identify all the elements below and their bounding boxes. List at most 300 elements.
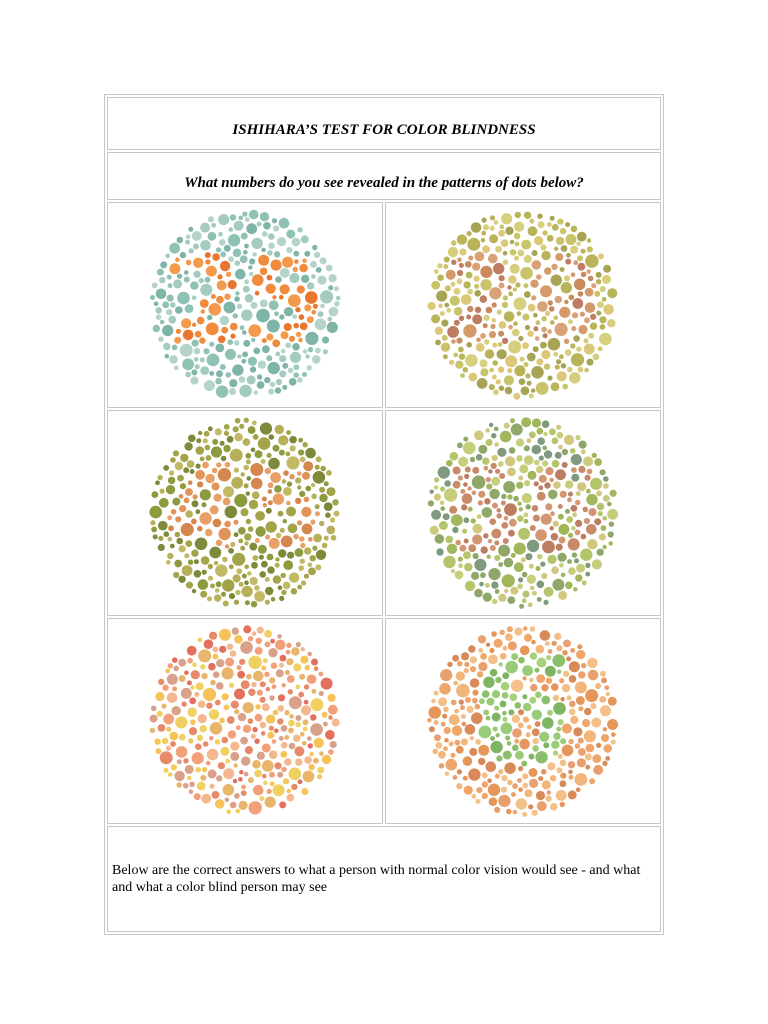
plate-dot <box>215 564 227 576</box>
plate-dot <box>467 238 480 251</box>
plate-dot <box>483 224 489 230</box>
plate-dot <box>194 357 199 362</box>
plate-dot <box>457 278 463 284</box>
plate-dot <box>254 770 262 778</box>
plate-dot <box>496 379 501 384</box>
plate-dot <box>155 692 164 701</box>
plate-number-dot <box>492 503 498 509</box>
plate-dot <box>291 784 297 790</box>
plate-dot <box>227 436 234 443</box>
plate-dot <box>490 226 495 231</box>
plate-dot <box>569 701 576 708</box>
plate-number-dot <box>571 467 577 473</box>
plate-dot <box>498 461 504 467</box>
plate-dot <box>264 672 269 677</box>
plate-dot <box>492 343 497 348</box>
plate-number-dot <box>478 491 485 498</box>
plate-dot <box>592 559 602 569</box>
plate-dot <box>544 450 552 458</box>
plate-dot <box>246 519 251 524</box>
plate-dot <box>580 549 592 561</box>
plate-dot <box>476 454 483 461</box>
plate-dot <box>558 591 567 600</box>
plate-dot <box>151 706 157 712</box>
plate-number-dot <box>311 310 316 315</box>
plate-dot <box>452 527 458 533</box>
plate-number-dot <box>209 303 222 316</box>
plate-dot <box>537 437 545 445</box>
plate-dot <box>243 250 248 255</box>
plate-dot <box>443 513 450 520</box>
plate-dot <box>469 748 477 756</box>
plate-dot <box>504 311 515 322</box>
plate-dot <box>471 222 482 233</box>
plate-dot <box>549 428 556 435</box>
plate-dot <box>156 314 162 320</box>
plate-dot <box>261 459 266 464</box>
plate-dot <box>550 803 558 811</box>
plate-dot <box>203 438 208 443</box>
plate-dot <box>175 532 181 538</box>
plate-dot <box>531 366 544 379</box>
plate-dot <box>536 320 541 325</box>
plate-dot <box>162 704 167 709</box>
plate-dot <box>515 242 520 247</box>
plate-number-dot <box>550 478 554 482</box>
plate-dot <box>547 790 551 794</box>
plate-number-dot <box>297 285 305 293</box>
plate-dot <box>491 631 497 637</box>
plate-number-dot <box>541 327 547 333</box>
plate-dot <box>311 689 316 694</box>
plate-number-dot <box>575 530 581 536</box>
plate-number-dot <box>504 516 509 521</box>
plate-dot <box>456 783 462 789</box>
plate-number-dot <box>201 309 206 314</box>
plate-dot <box>266 714 275 723</box>
plate-dot <box>433 749 439 755</box>
plate-dot <box>305 332 318 345</box>
plate-dot <box>541 573 547 579</box>
plate-dot <box>159 277 165 283</box>
plate-number-dot <box>216 296 224 304</box>
plate-dot <box>255 647 263 655</box>
plate-dot <box>224 302 236 314</box>
plate-dot <box>454 288 461 295</box>
plate-dot <box>240 737 248 745</box>
plate-dot <box>275 352 280 357</box>
plate-dot <box>299 491 305 497</box>
plate-dot <box>150 715 158 723</box>
plate-number-dot <box>217 280 227 290</box>
plate-dot <box>232 364 243 375</box>
plate-dot <box>202 570 207 575</box>
plate-dot <box>522 493 532 503</box>
plate-dot <box>253 348 260 355</box>
plate-dot <box>458 563 463 568</box>
plate-number-dot <box>538 485 543 490</box>
plate-dot <box>566 253 571 258</box>
plate-dot <box>200 489 211 500</box>
plate-dot <box>289 378 297 386</box>
plate-number-dot <box>230 323 238 331</box>
plate-number-dot <box>530 525 536 531</box>
plate-number-dot <box>199 512 211 524</box>
plate-number-dot <box>582 507 588 513</box>
plate-dot <box>320 257 327 264</box>
plate-dot <box>506 809 512 815</box>
plate-dot <box>503 481 515 493</box>
plate-dot <box>276 533 281 538</box>
plate-dot <box>518 766 523 771</box>
plate-number-dot <box>218 468 231 481</box>
plate-number-dot <box>479 698 485 704</box>
plate-dot <box>463 437 468 442</box>
plate-dot <box>285 342 291 348</box>
plate-dot <box>228 730 236 738</box>
plate-dot <box>308 562 313 567</box>
plate-dot <box>191 549 198 556</box>
plate-dot <box>489 489 499 499</box>
plate-dot <box>282 479 287 484</box>
plate-dot <box>252 727 257 732</box>
plate-dot <box>528 226 538 236</box>
plate-dot <box>260 423 272 435</box>
plate-dot <box>257 374 262 379</box>
plate-dot <box>557 371 567 381</box>
plate-number-dot <box>293 323 299 329</box>
plate-dot <box>597 301 604 308</box>
plate-dot <box>282 683 286 687</box>
plate-number-dot <box>508 325 513 330</box>
plate-dot <box>466 272 473 279</box>
plate-number-dot <box>465 467 471 473</box>
plate-dot <box>505 387 513 395</box>
plate-dot <box>508 341 521 354</box>
ishihara-plate-1 <box>145 205 345 405</box>
plate-dot <box>319 691 324 696</box>
plate-dot <box>547 376 552 381</box>
plate-number-dot <box>224 521 231 528</box>
plate-number-dot <box>537 301 548 312</box>
plate-dot <box>284 735 289 740</box>
plate-number-dot <box>542 541 555 554</box>
plate-dot <box>558 553 567 562</box>
plate-dot <box>514 256 519 261</box>
plate-dot <box>207 315 212 320</box>
plate-dot <box>265 577 270 582</box>
plate-dot <box>559 563 564 568</box>
plate-dot <box>167 295 174 302</box>
plate-dot <box>283 487 292 496</box>
plate-dot <box>236 568 242 574</box>
plate-dot <box>198 649 211 662</box>
plate-number-dot <box>468 544 476 552</box>
plate-dot <box>193 244 199 250</box>
plate-dot <box>262 703 270 711</box>
plate-dot <box>463 756 473 766</box>
plate-dot <box>457 769 462 774</box>
plate-number-dot <box>551 533 559 541</box>
ishihara-plate-6 <box>423 621 623 821</box>
plate-dot <box>536 382 549 395</box>
plate-number-dot <box>501 501 506 506</box>
plate-dot <box>289 572 299 582</box>
plate-dot <box>441 320 448 327</box>
plate-dot <box>535 645 544 654</box>
plate-dot <box>305 665 310 670</box>
plate-dot <box>252 631 257 636</box>
plate-dot <box>208 576 213 581</box>
plate-number-dot <box>584 518 590 524</box>
plate-dot <box>286 456 299 469</box>
plate-dot <box>257 627 264 634</box>
plate-dot <box>225 658 234 667</box>
plate-dot <box>304 684 309 689</box>
plate-dot <box>489 648 494 653</box>
plate-dot <box>442 335 448 341</box>
plate-dot <box>465 581 475 591</box>
plate-dot <box>324 481 329 486</box>
plate-dot <box>562 723 572 733</box>
plate-dot <box>325 512 331 518</box>
plate-dot <box>448 247 458 257</box>
plate-dot <box>208 232 217 241</box>
plate-dot <box>247 476 252 481</box>
plate-dot <box>251 238 262 249</box>
plate-dot <box>216 775 222 781</box>
plate-dot <box>547 222 552 227</box>
plate-dot <box>536 674 545 683</box>
plate-dot <box>468 507 473 512</box>
plate-dot <box>184 277 190 283</box>
plate-dot <box>279 218 290 229</box>
plate-number-dot <box>193 494 198 499</box>
plate-dot <box>278 694 285 701</box>
plate-dot <box>265 600 270 605</box>
plate-dot <box>288 523 298 533</box>
plate-dot <box>248 777 254 783</box>
plate-dot <box>222 693 229 700</box>
plate-number-dot <box>218 336 226 344</box>
answer-intro-text: Below are the correct answers to what a person with normal color vision would see - and what and what a color blind person may see <box>112 863 641 895</box>
plate-dot <box>501 787 507 793</box>
plate-dot <box>170 457 176 463</box>
plate-dot <box>160 261 167 268</box>
plate-dot <box>511 553 516 558</box>
plate-dot <box>204 380 215 391</box>
plate-dot <box>239 376 246 383</box>
plate-dot <box>248 357 257 366</box>
plate-dot <box>234 494 247 507</box>
plate-dot <box>461 739 468 746</box>
plate-dot <box>600 469 606 475</box>
plate-dot <box>233 426 239 432</box>
plate-dot <box>500 653 507 660</box>
plate-dot <box>446 308 451 313</box>
plate-dot <box>575 574 582 581</box>
plate-dot <box>453 775 458 780</box>
plate-dot <box>273 710 279 716</box>
plate-number-dot <box>472 314 482 324</box>
plate-number-dot <box>489 331 496 338</box>
plate-dot <box>293 735 300 742</box>
plate-dot <box>504 423 510 429</box>
plate-dot <box>175 716 187 728</box>
plate-dot <box>457 234 467 244</box>
plate-number-dot <box>307 316 314 323</box>
plate-number-dot <box>265 535 270 540</box>
plate-dot <box>504 589 508 593</box>
plate-dot <box>224 424 230 430</box>
plate-number-dot <box>483 710 489 716</box>
plate-dot <box>525 373 530 378</box>
plate-dot <box>260 697 266 703</box>
plate-dot <box>200 223 210 233</box>
plate-number-dot <box>457 258 462 263</box>
plate-dot <box>223 601 229 607</box>
plate-dot <box>194 559 199 564</box>
plate-dot <box>551 382 560 391</box>
plate-number-dot <box>299 314 305 320</box>
plate-dot <box>253 671 264 682</box>
plate-dot <box>166 727 171 732</box>
plate-dot <box>255 714 263 722</box>
plate-dot <box>262 345 270 353</box>
plate-dot <box>168 316 176 324</box>
plate-dot <box>577 758 586 767</box>
plate-dot <box>449 741 454 746</box>
plate-dot <box>486 439 493 446</box>
plate-dot <box>505 633 513 641</box>
plate-dot <box>163 343 170 350</box>
plate-dot <box>454 307 463 316</box>
plate-dot <box>527 353 536 362</box>
plate-dot <box>541 684 548 691</box>
plate-dot <box>176 782 182 788</box>
plate-dot <box>568 533 573 538</box>
plate-dot <box>521 417 531 427</box>
plate-dot <box>232 627 239 634</box>
plate-dot <box>449 360 454 365</box>
plate-dot <box>457 661 463 667</box>
plate-number-dot <box>183 330 194 341</box>
plate-dot <box>318 311 324 317</box>
plate-dot <box>234 340 240 346</box>
plate-number-dot <box>515 751 524 760</box>
plate-dot <box>234 709 239 714</box>
plate-number-dot <box>168 525 174 531</box>
plate-dot <box>550 320 555 325</box>
plate-dot <box>501 775 507 781</box>
plate-dot <box>501 213 512 224</box>
plate-dot <box>260 681 266 687</box>
plate-number-dot <box>544 267 551 274</box>
plate-dot <box>581 249 586 254</box>
plate-dot <box>523 283 528 288</box>
plate-dot <box>298 779 303 784</box>
plate-number-dot <box>545 666 556 677</box>
plate-number-dot <box>262 338 267 343</box>
plate-dot <box>463 281 470 288</box>
plate-dot <box>324 502 333 511</box>
plate-dot <box>520 357 525 362</box>
plate-dot <box>323 722 328 727</box>
plate-number-dot <box>453 467 461 475</box>
plate-dot <box>225 798 230 803</box>
plate-dot <box>327 317 332 322</box>
plate-number-dot <box>206 323 219 336</box>
plate-number-dot <box>486 716 491 721</box>
plate-dot <box>512 728 522 738</box>
plate-dot <box>316 550 326 560</box>
plate-dot <box>200 664 205 669</box>
plate-dot <box>198 714 207 723</box>
plate-dot <box>262 760 274 772</box>
plate-dot <box>201 673 207 679</box>
plate-dot <box>232 553 245 566</box>
plate-dot <box>578 367 584 373</box>
plate-dot <box>434 494 441 501</box>
plate-dot <box>182 565 193 576</box>
plate-dot <box>305 354 309 358</box>
plate-dot <box>600 324 606 330</box>
plate-dot <box>239 424 244 429</box>
plate-dot <box>532 591 537 596</box>
plate-number-dot <box>472 491 477 496</box>
plate-dot <box>189 248 194 253</box>
plate-dot <box>209 736 214 741</box>
plate-dot <box>505 456 515 466</box>
plate-dot <box>229 379 237 387</box>
plate-dot <box>595 683 601 689</box>
plate-number-dot <box>284 323 292 331</box>
plate-dot <box>584 338 589 343</box>
plate-number-dot <box>559 537 566 544</box>
plate-dot <box>243 702 254 713</box>
plate-number-dot <box>541 514 552 525</box>
plate-dot <box>230 742 239 751</box>
plate-number-dot <box>490 545 496 551</box>
plate-number-dot <box>536 274 542 280</box>
plate-dot <box>157 475 162 480</box>
plate-dot <box>527 540 539 552</box>
plate-dot <box>292 238 301 247</box>
plate-dot <box>582 581 587 586</box>
plate-dot <box>529 564 534 569</box>
plate-dot <box>172 657 178 663</box>
plate-dot <box>263 222 271 230</box>
plate-dot <box>228 234 240 246</box>
plate-dot <box>150 295 155 300</box>
plate-number-dot <box>512 745 519 752</box>
plate-dot <box>243 340 250 347</box>
plate-dot <box>543 600 548 605</box>
plate-dot <box>315 319 327 331</box>
plate-number-dot <box>502 717 507 722</box>
plate-dot <box>179 545 186 552</box>
plate-dot <box>478 445 487 454</box>
plate-dot <box>165 254 170 259</box>
plate-number-dot <box>556 544 563 551</box>
plate-dot <box>158 336 164 342</box>
plate-dot <box>228 339 234 345</box>
plate-dot <box>223 486 234 497</box>
plate-dot <box>491 477 500 486</box>
plate-dot <box>593 354 600 361</box>
plate-number-dot <box>556 727 561 732</box>
plate-number-dot <box>572 298 583 309</box>
